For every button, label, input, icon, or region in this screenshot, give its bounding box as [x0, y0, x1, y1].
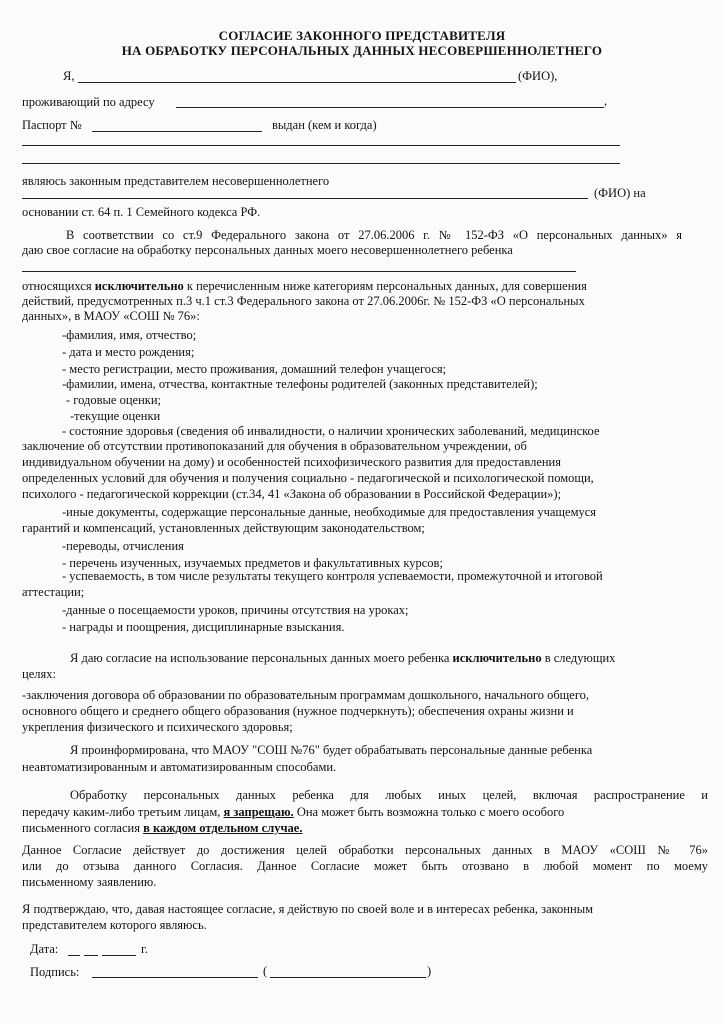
rep-label: являюсь законным представителем несовершеннолетнего [22, 174, 330, 188]
purpose-pre: Я даю согласие на использование персональных данных моего ребенка [70, 651, 450, 665]
purpose-p3: укрепления физического и психического здоровья; [22, 720, 293, 734]
date-year-line[interactable] [102, 955, 136, 956]
child-fio-line[interactable] [22, 198, 588, 199]
purpose-p1: -заключения договора об образовании по образовательным программам дошкольного, начального общего, [22, 688, 590, 702]
purpose-post: в следующих [544, 651, 616, 665]
purpose-p2: основного общего и среднего общего образования (нужное подчеркнуть); обеспечения охраны жизни и [22, 704, 574, 718]
prohibit-line-1: Обработку персональных данных ребенка для любых иных целей, включая распространение и [70, 788, 708, 802]
scope-post: к перечисленным ниже категориям персональных данных, для совершения [186, 279, 587, 293]
title-line-1: СОГЛАСИЕ ЗАКОННОГО ПРЕДСТАВИТЕЛЯ [218, 28, 506, 43]
prohibit-bold: я запрещаю. [223, 805, 294, 819]
category-item: - перечень изученных, изучаемых предметов и факультативных курсов; [62, 556, 443, 570]
signature-label: Подпись: [30, 965, 80, 979]
prohibit-post: Она может быть возможна только с моего особого [296, 805, 565, 819]
scope-line-3: данных», в МАОУ «СОШ № 76»: [22, 309, 200, 323]
category-item: -данные о посещаемости уроков, причины отсутствия на уроках; [62, 603, 409, 617]
intro-line-2: даю свое согласие на обработку персональных данных моего несовершеннолетнего ребенка [22, 243, 513, 257]
ya-label: Я, [63, 69, 75, 83]
health-line-4: определенных условий для обучения и получения социально - педагогической и психологической помощи, [22, 471, 594, 485]
category-item: -переводы, отчисления [62, 539, 184, 553]
issued-line-1[interactable] [22, 145, 620, 146]
passport-label: Паспорт № [22, 118, 82, 132]
scope-bold: исключительно [94, 279, 184, 293]
signature-line[interactable] [92, 977, 258, 978]
progress-line-1: - успеваемость, в том числе результаты текущего контроля успеваемости, промежуточной и итоговой [62, 569, 603, 583]
issued-line-2[interactable] [22, 163, 620, 164]
scope-line-1 [22, 279, 587, 294]
prohibit-line-3 [22, 821, 302, 836]
confirm-line-2: представителем которого являюсь. [22, 918, 207, 932]
basis-text: основании ст. 64 п. 1 Семейного кодекса РФ. [22, 205, 261, 219]
docs-line-1: -иные документы, содержащие персональные данные, необходимые для предоставления учащемуся [62, 505, 597, 519]
scope-line-2: действий, предусмотренных п.3 ч.1 ст.3 Федерального закона от 27.06.2006г. № 152-ФЗ «О персональных [22, 294, 585, 308]
child-name-line[interactable] [22, 271, 576, 272]
purpose-p5: неавтоматизированным и автоматизированным способами. [22, 760, 337, 774]
address-label: проживающий по адресу [22, 95, 155, 109]
category-item: - дата и место рождения; [62, 345, 195, 359]
date-month-line[interactable] [84, 955, 98, 956]
category-item: - награды и поощрения, дисциплинарные взыскания. [62, 620, 345, 634]
category-item: - место регистрации, место проживания, домашний телефон учащегося; [62, 362, 447, 376]
purpose-line-2: целях: [22, 667, 56, 681]
issued-label: выдан (кем и когда) [272, 118, 377, 132]
prohibit-pre: передачу каким-либо третьим лицам, [22, 805, 221, 819]
progress-line-2: аттестации; [22, 585, 85, 599]
prohibit-l3-bold: в каждом отдельном случае. [143, 821, 303, 835]
date-label: Дата: [30, 942, 59, 956]
category-item: -текущие оценки [70, 409, 161, 423]
docs-line-2: гарантий и компенсаций, установленных действующим законодательством; [22, 521, 425, 535]
validity-line-1: Данное Согласие действует до достижения целей обработки персональных данных в МАОУ «СОШ № 76» [22, 843, 708, 857]
signature-paren-close: ) [427, 964, 432, 978]
purpose-p4: Я проинформирована, что МАОУ "СОШ №76" будет обрабатывать персональные данные ребенка [70, 743, 593, 757]
validity-line-3: письменному заявлению. [22, 875, 157, 889]
address-comma: , [604, 94, 608, 108]
address-line[interactable] [176, 107, 604, 108]
signature-name-line[interactable] [270, 977, 426, 978]
fio-label: (ФИО), [518, 69, 558, 83]
category-item: - годовые оценки; [66, 393, 161, 407]
confirm-line-1: Я подтверждаю, что, давая настоящее согласие, я действую по своей воле и в интересах ребенка, законным [22, 902, 593, 916]
signature-paren-open: ( [263, 964, 268, 978]
date-g-label: г. [141, 942, 148, 956]
health-line-5: психолого - педагогической коррекции (ст.34, 41 «Закона об образовании в Российской Федерации»); [22, 487, 562, 501]
passport-number-line[interactable] [92, 131, 262, 132]
health-line-2: заключение об отсутствии противопоказаний для обучения в образовательном учреждении, об [22, 439, 527, 453]
child-fio-label: (ФИО) на [594, 186, 646, 200]
health-line-3: индивидуальном обучении на дому) и особенностей психофизического развития для предоставления [22, 455, 561, 469]
intro-line-1: В соответствии со ст.9 Федерального закона от 27.06.2006 г. № 152-ФЗ «О персональных данных» я [66, 228, 682, 242]
validity-line-2: или до отзыва данного Согласия. Данное Согласие может быть отозвано в любой момент по моему [22, 859, 708, 873]
purpose-line-1 [70, 651, 615, 666]
purpose-bold: исключительно [452, 651, 542, 665]
date-day-line[interactable] [68, 955, 80, 956]
prohibit-line-2 [22, 805, 564, 820]
health-line-1: - состояние здоровья (сведения об инвалидности, о наличии хронических заболеваний, медицинское [62, 424, 600, 438]
scope-pre: относящихся [22, 279, 92, 293]
category-item: -фамилии, имена, отчества, контактные телефоны родителей (законных представителей); [62, 377, 538, 391]
title-line-2: НА ОБРАБОТКУ ПЕРСОНАЛЬНЫХ ДАННЫХ НЕСОВЕРШЕННОЛЕТНЕГО [121, 43, 603, 58]
fio-line[interactable] [78, 82, 516, 83]
prohibit-l3-pre: письменного согласия [22, 821, 140, 835]
category-item: -фамилия, имя, отчество; [62, 328, 197, 342]
